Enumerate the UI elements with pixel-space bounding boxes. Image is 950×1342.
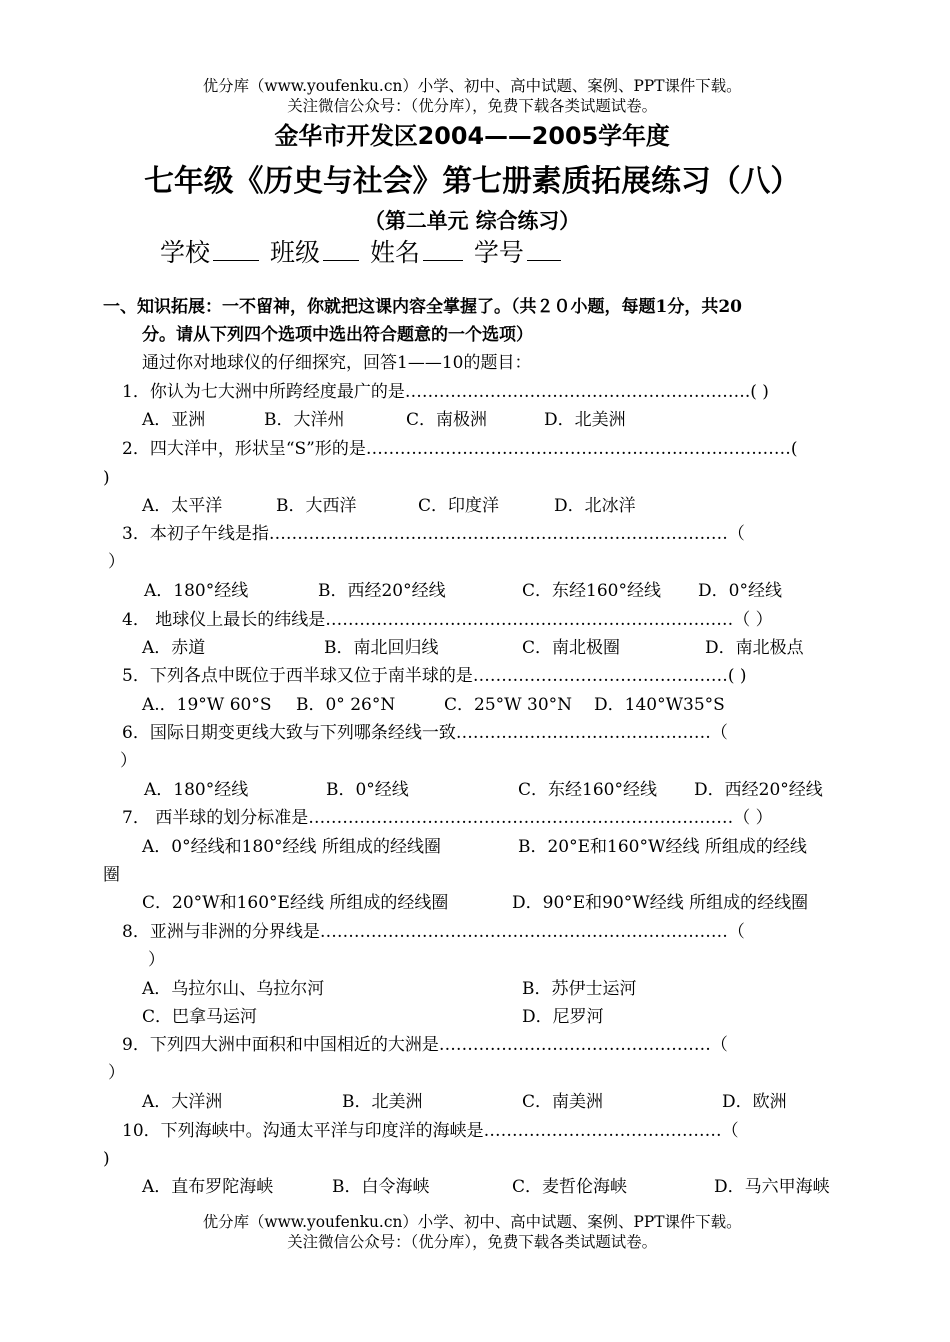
question-8-cont: ） [148, 950, 165, 970]
question-6-cont: ） [120, 751, 137, 771]
q2-option-b: B．大西洋 [276, 496, 357, 516]
question-8: 8．亚洲与非洲的分界线是………………………………………………………………（ [122, 922, 745, 942]
header-line-1: 优分库（www.youfenku.cn）小学、初中、高中试题、案例、PPT课件下载。 [202, 77, 742, 95]
q9-option-b: B．北美洲 [342, 1092, 423, 1112]
name-label: 姓名 [369, 238, 420, 267]
section-heading-2: 分。请从下列四个选项中选出符合题意的一个选项） [142, 325, 533, 345]
q4-option-b: B．南北回归线 [324, 638, 439, 658]
school-label: 学校 [160, 238, 211, 267]
class-label: 班级 [269, 238, 320, 267]
q1-option-c: C．南极洲 [406, 410, 488, 430]
title-line-1: 金华市开发区2004——2005学年度 [274, 122, 670, 150]
title-line-2: 七年级《历史与社会》第七册素质拓展练习（八） [144, 164, 801, 199]
q2-option-d: D．北冰洋 [554, 496, 636, 516]
class-blank[interactable] [323, 238, 359, 261]
section-intro: 通过你对地球仪的仔细探究，回答1——10的题目： [142, 353, 532, 373]
q3-option-d: D．0°经线 [698, 581, 782, 601]
q8-option-a: A．乌拉尔山、乌拉尔河 [142, 979, 325, 999]
name-blank[interactable] [423, 238, 463, 261]
header-line-2: 关注微信公众号：（优分库），免费下载各类试题试卷。 [287, 97, 658, 115]
q4-option-c: C．南北极圈 [522, 638, 621, 658]
title-line-3: （第二单元 综合练习） [364, 209, 581, 233]
q9-option-d: D．欧洲 [722, 1092, 787, 1112]
q8-option-d: D．尼罗河 [522, 1007, 604, 1027]
q3-option-b: B．西经20°经线 [318, 581, 446, 601]
question-10-cont: ) [103, 1149, 110, 1169]
q10-option-c: C．麦哲伦海峡 [512, 1177, 628, 1197]
q6-option-b: B．0°经线 [326, 780, 409, 800]
number-label: 学号 [473, 238, 524, 267]
q6-option-d: D．西经20°经线 [694, 780, 823, 800]
question-4: 4． 地球仪上最长的纬线是………………………………………………………………（ ） [122, 610, 773, 630]
q10-option-d: D．马六甲海峡 [714, 1177, 830, 1197]
q5-option-c: C．25°W 30°N [444, 695, 573, 715]
q4-option-a: A．赤道 [142, 638, 206, 658]
q10-option-b: B．白令海峡 [332, 1177, 430, 1197]
question-3: 3．本初子午线是指………………………………………………………………………（ [122, 524, 745, 544]
q9-option-c: C．南美洲 [522, 1092, 604, 1112]
q2-option-a: A．太平洋 [142, 496, 223, 516]
q8-option-c: C．巴拿马运河 [142, 1007, 258, 1027]
student-info [160, 238, 564, 268]
q3-option-c: C．东经160°经线 [522, 581, 661, 601]
q2-option-c: C．印度洋 [418, 496, 500, 516]
q7-option-b-wrap: 圈 [103, 865, 120, 885]
q4-option-d: D．南北极点 [705, 638, 804, 658]
q1-option-a: A．亚洲 [142, 410, 206, 430]
footer-line-2: 关注微信公众号：（优分库），免费下载各类试题试卷。 [287, 1233, 658, 1251]
question-10: 10．下列海峡中。沟通太平洋与印度洋的海峡是……………………………………（ [122, 1121, 739, 1141]
question-5: 5．下列各点中既位于西半球又位于南半球的是………………………………………( ) [122, 666, 747, 686]
q1-option-d: D．北美洲 [544, 410, 626, 430]
q8-option-b: B．苏伊士运河 [522, 979, 637, 999]
section-heading-1: 一、知识拓展：一不留神，你就把这课内容全掌握了。（共２０小题，每题1分，共20 [103, 297, 742, 317]
question-2-cont: ) [103, 468, 110, 488]
q7-option-c: C．20°W和160°E经线 所组成的经线圈 [142, 893, 449, 913]
number-blank[interactable] [527, 238, 561, 261]
q3-option-a: A．180°经线 [144, 581, 249, 601]
q6-option-a: A．180°经线 [144, 780, 249, 800]
q7-option-d: D．90°E和90°W经线 所组成的经线圈 [512, 893, 809, 913]
q9-option-a: A．大洋洲 [142, 1092, 223, 1112]
footer-line-1: 优分库（www.youfenku.cn）小学、初中、高中试题、案例、PPT课件下载。 [202, 1213, 742, 1231]
q1-option-b: B．大洋州 [264, 410, 345, 430]
q10-option-a: A．直布罗陀海峡 [142, 1177, 274, 1197]
q5-option-b: B．0° 26°N [296, 695, 396, 715]
question-2: 2．四大洋中，形状呈“S”形的是…………………………………………………………………( [122, 439, 798, 459]
question-3-cont: ） [108, 552, 125, 572]
school-blank[interactable] [213, 238, 259, 261]
q7-option-a: A．0°经线和180°经线 所组成的经线圈 [142, 837, 441, 857]
question-9: 9．下列四大洲中面积和中国相近的大洲是…………………………………………（ [122, 1035, 728, 1055]
question-1: 1．你认为七大洲中所跨经度最广的是…………………………………………………….( ) [122, 382, 769, 402]
q5-option-a: A.．19°W 60°S [142, 695, 272, 715]
question-9-cont: ） [108, 1063, 125, 1083]
question-6: 6．国际日期变更线大致与下列哪条经线一致………………………………………（ [122, 723, 728, 743]
question-7: 7． 西半球的划分标准是…………………………………………………………………（ ） [122, 808, 773, 828]
q5-option-d: D．140°W35°S [594, 695, 725, 715]
q7-option-b: B．20°E和160°W经线 所组成的经线 [518, 837, 807, 857]
q6-option-c: C．东经160°经线 [518, 780, 657, 800]
